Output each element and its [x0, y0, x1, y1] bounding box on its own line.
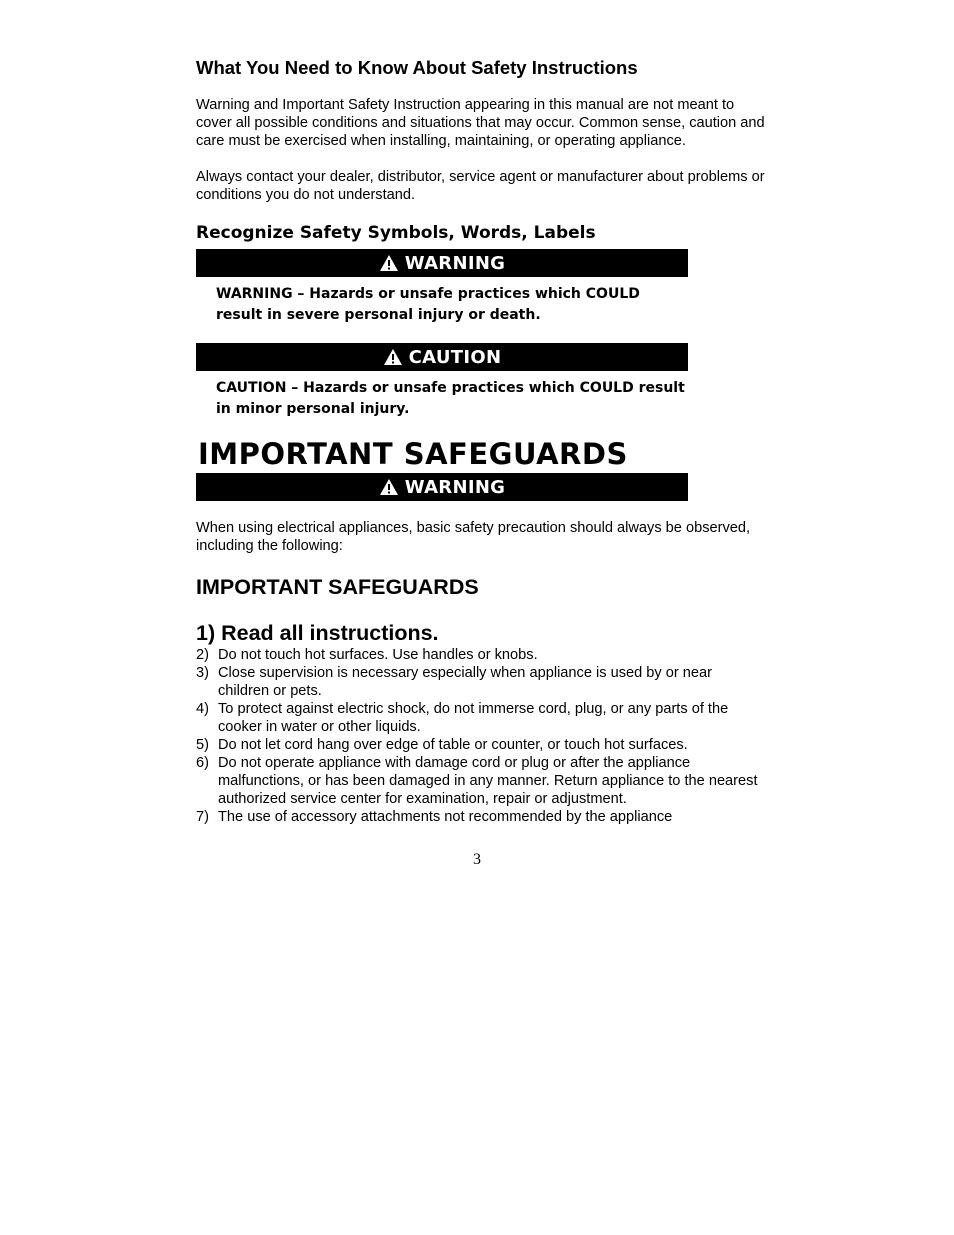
list-item-text: Do not operate appliance with damage cord or plug or after the appliance malfunctions, or has been damaged in any manner. Return appliance to the nearest authorized service center for examination, repair or adjustment.	[218, 755, 758, 807]
page-number: 3	[473, 851, 481, 868]
list-item	[196, 664, 766, 700]
important-safeguards-subheading: IMPORTANT SAFEGUARDS	[196, 575, 479, 599]
manual-page	[196, 56, 766, 826]
list-item-text: Close supervision is necessary especially when appliance is used by or near children or pets.	[218, 665, 713, 699]
list-item	[196, 808, 766, 826]
list-item-text: To protect against electric shock, do not immerse cord, plug, or any parts of the cooker in water or other liquids.	[218, 701, 729, 735]
warning-banner-label: WARNING	[404, 252, 506, 274]
list-item	[196, 736, 766, 754]
safeguards-warning-label: WARNING	[404, 476, 506, 498]
safety-intro-paragraph: Warning and Important Safety Instruction appearing in this manual are not meant to cover all possible conditions and situations that may occur. Common sense, caution and care must be exercised when installing, maintaining, or operating appliance.	[196, 97, 765, 149]
list-item-number: 7)	[196, 809, 209, 825]
warning-triangle-icon	[383, 348, 403, 366]
list-item	[196, 754, 766, 808]
safety-instructions-heading: What You Need to Know About Safety Instructions	[196, 57, 638, 78]
warning-triangle-icon	[379, 254, 399, 272]
safeguards-list	[196, 646, 766, 826]
list-item-number: 5)	[196, 737, 209, 753]
caution-banner-label: CAUTION	[408, 346, 502, 368]
contact-dealer-paragraph: Always contact your dealer, distributor, service agent or manufacturer about problems or conditions you do not understand.	[196, 169, 765, 203]
list-item-number: 2)	[196, 647, 209, 663]
list-item	[196, 700, 766, 736]
list-item-text: The use of accessory attachments not recommended by the appliance	[218, 809, 673, 825]
important-safeguards-title: IMPORTANT SAFEGUARDS	[198, 437, 628, 471]
list-item-text: Do not touch hot surfaces. Use handles or knobs.	[218, 647, 538, 663]
recognize-symbols-heading: Recognize Safety Symbols, Words, Labels	[196, 223, 596, 243]
caution-description: CAUTION – Hazards or unsafe practices which COULD result in minor personal injury.	[216, 380, 685, 417]
list-item-text: Do not let cord hang over edge of table or counter, or touch hot surfaces.	[218, 737, 688, 753]
list-item-number: 4)	[196, 701, 209, 717]
warning-banner	[196, 249, 688, 277]
list-item	[196, 646, 766, 664]
read-instructions-item: 1) Read all instructions.	[196, 621, 439, 645]
warning-triangle-icon	[379, 478, 399, 496]
safeguards-intro-paragraph: When using electrical appliances, basic safety precaution should always be observed, including the following:	[196, 520, 751, 554]
list-item-number: 6)	[196, 755, 209, 771]
safeguards-warning-banner	[196, 473, 688, 501]
warning-description: WARNING – Hazards or unsafe practices which COULD result in severe personal injury or death.	[216, 286, 640, 323]
list-item-number: 3)	[196, 665, 209, 681]
caution-banner	[196, 343, 688, 371]
